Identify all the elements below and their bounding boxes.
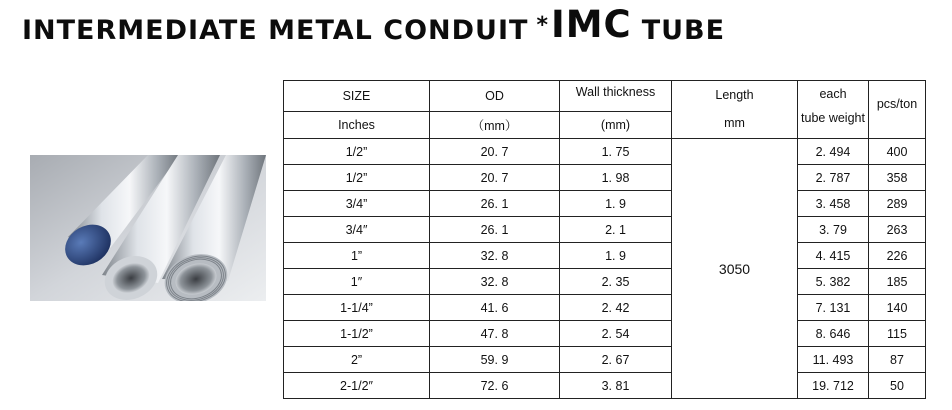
size-cell: 3/4” <box>284 191 430 217</box>
pcs-header-label: pcs/ton <box>876 96 918 111</box>
wall-cell: 3. 81 <box>560 373 672 399</box>
size-unit: Inches <box>284 112 430 139</box>
wall-cell: 1. 75 <box>560 139 672 165</box>
od-cell: 20. 7 <box>430 139 560 165</box>
length-header <box>672 81 798 139</box>
wall-header: Wall thickness <box>560 81 672 112</box>
wall-cell: 1. 9 <box>560 191 672 217</box>
table-row <box>284 269 926 295</box>
length-header-label: Length <box>715 88 754 102</box>
title-star: * <box>536 13 548 38</box>
wall-cell: 1. 98 <box>560 165 672 191</box>
table-row <box>284 373 926 399</box>
pcs-cell: 400 <box>869 139 926 165</box>
od-cell: 26. 1 <box>430 191 560 217</box>
weight-header-line1: each <box>819 87 847 101</box>
conduit-photo <box>30 155 266 301</box>
header-row <box>284 81 926 112</box>
weight-cell: 2. 494 <box>798 139 869 165</box>
size-cell: 3/4″ <box>284 217 430 243</box>
size-cell: 1-1/4” <box>284 295 430 321</box>
weight-cell: 11. 493 <box>798 347 869 373</box>
od-cell: 72. 6 <box>430 373 560 399</box>
od-header: OD <box>430 81 560 112</box>
pcs-header <box>869 81 926 139</box>
od-cell: 41. 6 <box>430 295 560 321</box>
pcs-cell: 226 <box>869 243 926 269</box>
weight-cell: 3. 79 <box>798 217 869 243</box>
size-cell: 2” <box>284 347 430 373</box>
wall-cell: 1. 9 <box>560 243 672 269</box>
od-cell: 32. 8 <box>430 243 560 269</box>
size-cell: 1″ <box>284 269 430 295</box>
weight-cell: 2. 787 <box>798 165 869 191</box>
od-cell: 32. 8 <box>430 269 560 295</box>
pcs-cell: 185 <box>869 269 926 295</box>
size-header: SIZE <box>284 81 430 112</box>
wall-cell: 2. 54 <box>560 321 672 347</box>
od-unit: （mm） <box>430 112 560 139</box>
size-cell: 1” <box>284 243 430 269</box>
size-cell: 1/2” <box>284 165 430 191</box>
pcs-cell: 115 <box>869 321 926 347</box>
weight-header-line2: tube weight <box>801 111 865 125</box>
title-suffix: TUBE <box>641 15 726 46</box>
table-row <box>284 217 926 243</box>
od-cell: 47. 8 <box>430 321 560 347</box>
table-row <box>284 165 926 191</box>
title-prefix: INTERMEDIATE METAL CONDUIT <box>22 15 529 46</box>
wall-cell: 2. 35 <box>560 269 672 295</box>
weight-cell: 7. 131 <box>798 295 869 321</box>
size-cell: 2-1/2″ <box>284 373 430 399</box>
od-cell: 26. 1 <box>430 217 560 243</box>
length-header-unit: mm <box>724 116 745 130</box>
pcs-cell: 263 <box>869 217 926 243</box>
wall-cell: 2. 1 <box>560 217 672 243</box>
weight-header <box>798 81 869 139</box>
pcs-cell: 140 <box>869 295 926 321</box>
weight-cell: 19. 712 <box>798 373 869 399</box>
weight-cell: 3. 458 <box>798 191 869 217</box>
table-row <box>284 139 926 165</box>
pcs-cell: 289 <box>869 191 926 217</box>
table-row <box>284 321 926 347</box>
title-emphasis: IMC <box>550 3 632 46</box>
wall-cell: 2. 67 <box>560 347 672 373</box>
size-cell: 1/2” <box>284 139 430 165</box>
weight-cell: 5. 382 <box>798 269 869 295</box>
table-row <box>284 243 926 269</box>
wall-unit: (mm) <box>560 112 672 139</box>
pcs-cell: 358 <box>869 165 926 191</box>
size-cell: 1-1/2” <box>284 321 430 347</box>
table-row <box>284 295 926 321</box>
table-row <box>284 191 926 217</box>
weight-cell: 8. 646 <box>798 321 869 347</box>
spec-table <box>283 80 926 399</box>
page-title <box>22 2 725 46</box>
length-value-cell: 3050 <box>672 139 798 399</box>
wall-cell: 2. 42 <box>560 295 672 321</box>
weight-cell: 4. 415 <box>798 243 869 269</box>
od-cell: 59. 9 <box>430 347 560 373</box>
table-row <box>284 347 926 373</box>
od-cell: 20. 7 <box>430 165 560 191</box>
pcs-cell: 50 <box>869 373 926 399</box>
pcs-cell: 87 <box>869 347 926 373</box>
